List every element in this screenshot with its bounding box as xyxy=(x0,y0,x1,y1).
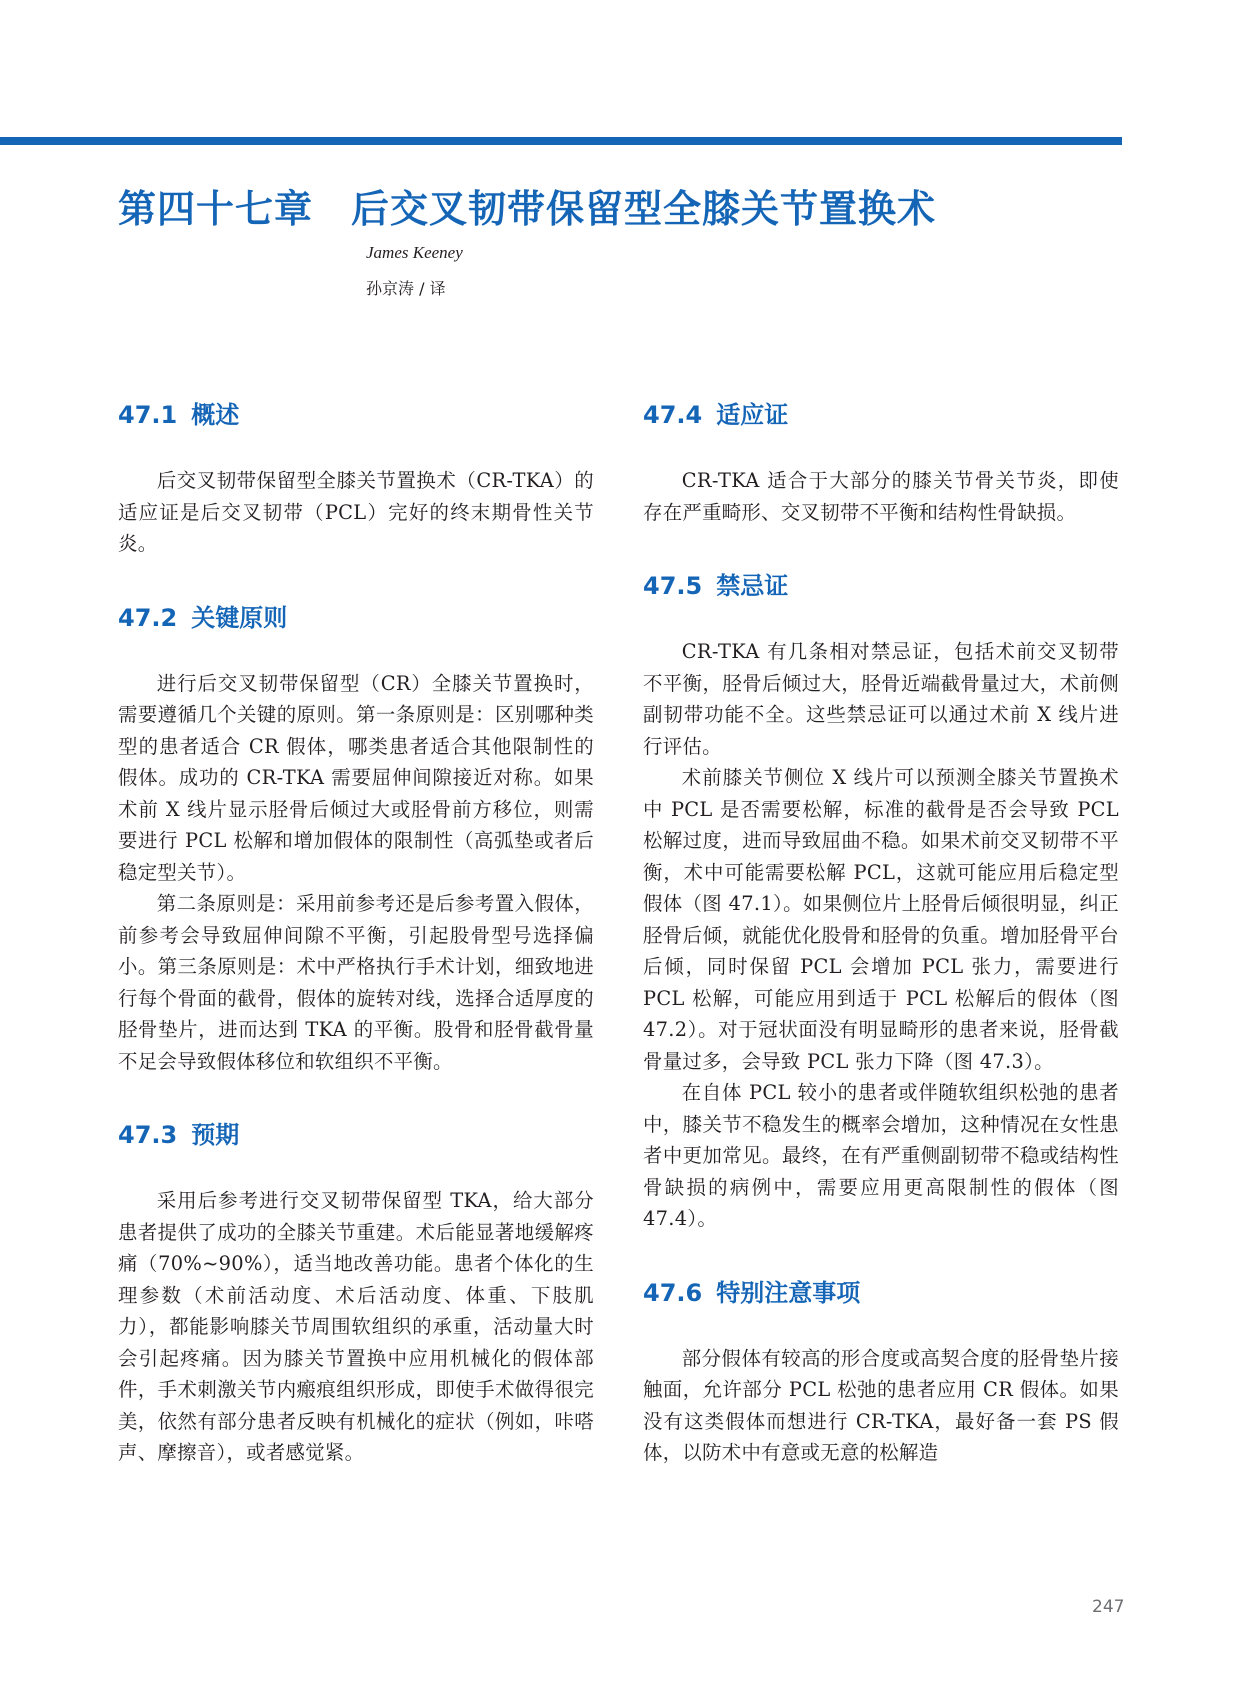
section-heading xyxy=(118,598,594,638)
author: James Keeney xyxy=(366,243,463,262)
section-number: 47.6 xyxy=(643,1278,703,1307)
paragraph: CR-TKA 适合于大部分的膝关节骨关节炎，即使存在严重畸形、交叉韧带不平衡和结构性骨缺损。 xyxy=(643,469,1119,524)
translator: 孙京涛 / 译 xyxy=(366,279,446,298)
section-47-3 xyxy=(118,1115,594,1469)
section-heading xyxy=(643,566,1119,606)
section-title: 关键原则 xyxy=(191,603,288,632)
section-47-6 xyxy=(643,1273,1119,1469)
paragraph: CR-TKA 有几条相对禁忌证，包括术前交叉韧带不平衡，胫骨后倾过大，胫骨近端截骨量过大，术前侧副韧带功能不全。这些禁忌证可以通过术前 X 线片进行评估。 xyxy=(643,640,1119,758)
paragraph: 术前膝关节侧位 X 线片可以预测全膝关节置换术中 PCL 是否需要松解，标准的截骨是否会导致 PCL 松解过度，进而导致屈曲不稳。如果术前交叉韧带不平衡，术中可能需要松解 PCL，这就可能应用后稳定型假体（图 47.1）。如果侧位片上胫骨后倾很明显，纠正胫骨后倾，就能优化股骨和胫骨的负重。增加胫骨平台后倾，同时保留 PCL 会增加 PCL 张力，需要进行 PCL 松解，可能应用到适于 PCL 松解后的假体（图 47.2）。对于冠状面没有明显畸形的患者来说，胫骨截骨量过多，会导致 PCL 张力下降（图 47.3）。 xyxy=(643,766,1119,1073)
section-47-4 xyxy=(643,395,1119,528)
section-47-2 xyxy=(118,598,594,1078)
left-column xyxy=(118,395,594,1469)
chapter-title xyxy=(118,178,936,233)
section-title: 适应证 xyxy=(716,401,789,429)
section-title: 特别注意事项 xyxy=(716,1278,861,1307)
top-rule xyxy=(0,137,1122,145)
section-number: 47.5 xyxy=(643,572,703,600)
paragraph: 采用后参考进行交叉韧带保留型 TKA，给大部分患者提供了成功的全膝关节重建。术后能显著地缓解疼痛（70%~90%），适当地改善功能。患者个体化的生理参数（术前活动度、术后活动度、体重、下肢肌力），都能影响膝关节周围软组织的承重，活动量大时会引起疼痛。因为膝关节置换中应用机械化的假体部件，手术刺激关节内瘢痕组织形成，即使手术做得很完美，依然有部分患者反映有机械化的症状（例如，咔嗒声、摩擦音），或者感觉紧。 xyxy=(118,1189,594,1464)
paragraph: 第二条原则是：采用前参考还是后参考置入假体，前参考会导致屈伸间隙不平衡，引起股骨型号选择偏小。第三条原则是：术中严格执行手术计划，细致地进行每个骨面的截骨，假体的旋转对线，选择合适厚度的胫骨垫片，进而达到 TKA 的平衡。股骨和胫骨截骨量不足会导致假体移位和软组织不平衡。 xyxy=(118,892,594,1073)
paragraph: 进行后交叉韧带保留型（CR）全膝关节置换时，需要遵循几个关键的原则。第一条原则是：区别哪种类型的患者适合 CR 假体，哪类患者适合其他限制性的假体。成功的 CR-TKA 需要屈伸间隙接近对称。如果术前 X 线片显示胫骨后倾过大或胫骨前方移位，则需要进行 PCL 松解和增加假体的限制性（高弧垫或者后稳定型关节）。 xyxy=(118,671,594,884)
section-number: 47.4 xyxy=(643,401,703,429)
section-heading xyxy=(643,395,1119,435)
chapter-number: 第四十七章 xyxy=(118,187,314,231)
chapter-title-text: 后交叉韧带保留型全膝关节置换术 xyxy=(351,187,937,231)
section-heading xyxy=(118,1115,594,1155)
section-title: 概述 xyxy=(191,401,240,429)
section-title: 预期 xyxy=(191,1121,240,1149)
section-number: 47.3 xyxy=(118,1121,178,1149)
section-title: 禁忌证 xyxy=(716,572,789,600)
section-number: 47.2 xyxy=(118,603,178,632)
section-47-5 xyxy=(643,566,1119,1235)
paragraph: 后交叉韧带保留型全膝关节置换术（CR-TKA）的适应证是后交叉韧带（PCL）完好的终末期骨性关节炎。 xyxy=(118,469,594,555)
section-47-1 xyxy=(118,395,594,560)
page-number: 247 xyxy=(1092,1597,1125,1617)
paragraph: 部分假体有较高的形合度或高契合度的胫骨垫片接触面，允许部分 PCL 松弛的患者应用 CR 假体。如果没有这类假体而想进行 CR-TKA，最好备一套 PS 假体，以防术中有意或无意的松解造 xyxy=(643,1346,1119,1464)
section-heading xyxy=(118,395,594,435)
paragraph: 在自体 PCL 较小的患者或伴随软组织松弛的患者中，膝关节不稳发生的概率会增加，这种情况在女性患者中更加常见。最终，在有严重侧副韧带不稳或结构性骨缺损的病例中，需要应用更高限制性的假体（图 47.4）。 xyxy=(643,1081,1119,1230)
section-number: 47.1 xyxy=(118,401,178,429)
section-heading xyxy=(643,1273,1119,1313)
right-column xyxy=(643,395,1119,1469)
